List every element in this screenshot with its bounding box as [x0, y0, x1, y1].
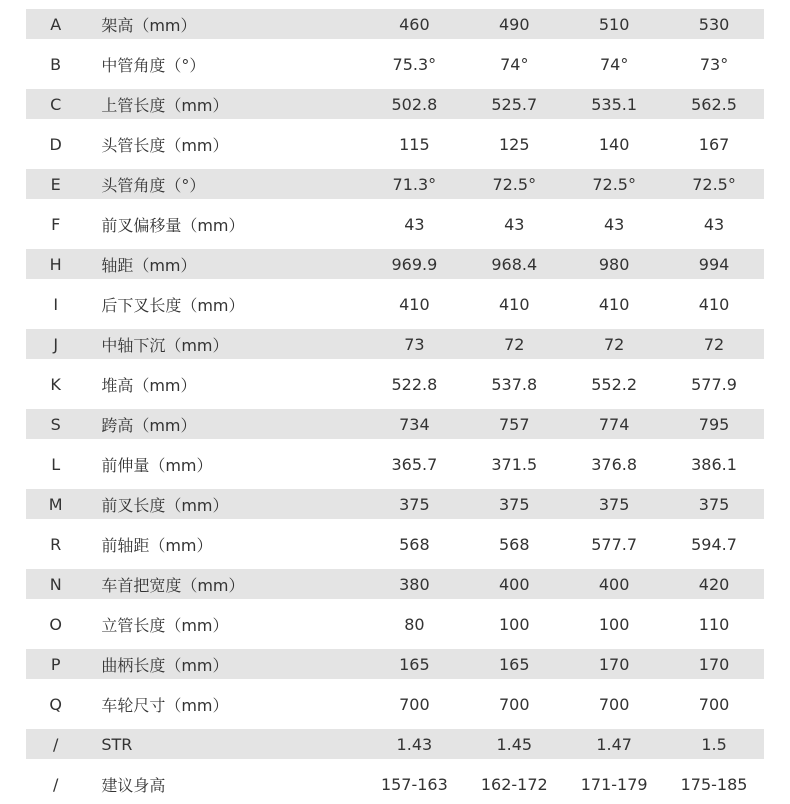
table-row	[26, 729, 764, 759]
row-value-size-3: 1.47	[596, 734, 632, 754]
row-value-size-4: 420	[698, 574, 730, 594]
row-value-size-3: 72.5°	[592, 174, 636, 194]
row-value-size-2: 410	[498, 294, 530, 314]
table-row	[26, 444, 764, 484]
row-label: 建议身高	[101, 775, 166, 795]
row-value-size-1: 73	[404, 334, 425, 354]
row-value-size-1: 700	[399, 694, 430, 714]
row-label: 前叉偏移量（mm）	[101, 215, 245, 235]
table-row	[26, 604, 764, 644]
row-label: 前轴距（mm）	[101, 535, 213, 555]
row-code: /	[52, 734, 59, 754]
row-value-size-2: 490	[498, 14, 530, 34]
row-code: I	[53, 294, 59, 314]
row-value-size-1: 75.3°	[392, 54, 437, 74]
table-row	[26, 569, 764, 599]
table-row	[26, 9, 764, 39]
row-label: 轴距（mm）	[101, 255, 197, 275]
table-row	[26, 204, 764, 244]
row-value-size-2: 371.5	[491, 454, 538, 474]
row-value-size-1: 380	[399, 574, 430, 594]
row-code: A	[50, 14, 62, 34]
row-label: 头管角度（°）	[101, 175, 206, 195]
row-value-size-3: 170	[598, 654, 630, 674]
row-value-size-4: 72	[703, 334, 725, 354]
table-row	[26, 764, 764, 804]
row-label: 车首把宽度（mm）	[101, 575, 245, 595]
row-code: P	[50, 654, 61, 674]
row-value-size-1: 365.7	[391, 454, 438, 474]
row-code: O	[49, 614, 62, 634]
table-row	[26, 124, 764, 164]
table-row	[26, 249, 764, 279]
row-code: R	[50, 534, 62, 554]
row-value-size-4: 175-185	[680, 774, 748, 794]
row-value-size-2: 72	[504, 334, 525, 354]
row-value-size-3: 171-179	[580, 774, 648, 794]
row-value-size-3: 552.2	[591, 374, 638, 394]
row-value-size-2: 968.4	[491, 254, 538, 274]
row-label: STR	[101, 734, 133, 754]
row-value-size-4: 795	[698, 414, 730, 434]
row-code: L	[51, 454, 61, 474]
table-row	[26, 169, 764, 199]
row-value-size-3: 535.1	[591, 94, 638, 114]
row-label: 上管长度（mm）	[101, 95, 229, 115]
row-code: K	[50, 374, 61, 394]
table-row	[26, 89, 764, 119]
row-value-size-2: 537.8	[491, 374, 538, 394]
row-value-size-2: 72.5°	[492, 174, 537, 194]
row-label: 架高（mm）	[101, 15, 197, 35]
row-value-size-1: 43	[404, 214, 425, 234]
geometry-table	[26, 4, 764, 804]
row-value-size-1: 522.8	[391, 374, 438, 394]
row-code: M	[48, 494, 63, 514]
row-code: C	[50, 94, 62, 114]
row-value-size-1: 734	[399, 414, 430, 434]
row-value-size-1: 502.8	[391, 94, 438, 114]
row-value-size-3: 375	[598, 494, 630, 514]
row-label: 车轮尺寸（mm）	[101, 695, 229, 715]
row-value-size-1: 80	[404, 614, 425, 634]
row-value-size-4: 530	[698, 14, 730, 34]
row-value-size-3: 74°	[599, 54, 629, 74]
row-value-size-1: 115	[399, 134, 430, 154]
row-code: S	[50, 414, 61, 434]
row-value-size-4: 562.5	[691, 94, 737, 114]
row-value-size-2: 125	[498, 134, 530, 154]
row-label: 后下叉长度（mm）	[101, 295, 245, 315]
row-label: 头管长度（mm）	[101, 135, 229, 155]
row-code: B	[50, 54, 62, 74]
row-value-size-3: 43	[603, 214, 625, 234]
row-value-size-2: 700	[498, 694, 530, 714]
row-label: 堆高（mm）	[101, 375, 197, 395]
row-label: 中管角度（°）	[101, 55, 206, 75]
row-value-size-1: 1.43	[396, 734, 433, 754]
row-code: H	[49, 254, 62, 274]
row-code: E	[50, 174, 61, 194]
row-value-size-3: 510	[598, 14, 630, 34]
row-label: 立管长度（mm）	[101, 615, 229, 635]
row-value-size-3: 410	[598, 294, 630, 314]
row-code: N	[49, 574, 62, 594]
row-value-size-3: 140	[598, 134, 630, 154]
row-value-size-4: 994	[698, 254, 730, 274]
row-value-size-2: 525.7	[491, 94, 538, 114]
table-row	[26, 524, 764, 564]
row-value-size-1: 410	[399, 294, 430, 314]
row-label: 曲柄长度（mm）	[101, 655, 229, 675]
row-value-size-4: 386.1	[691, 454, 737, 474]
table-row	[26, 409, 764, 439]
row-value-size-3: 400	[598, 574, 630, 594]
row-code: D	[49, 134, 62, 154]
row-value-size-3: 774	[598, 414, 630, 434]
row-value-size-4: 167	[698, 134, 730, 154]
row-value-size-3: 72	[603, 334, 625, 354]
row-value-size-1: 460	[399, 14, 430, 34]
row-value-size-4: 594.7	[691, 534, 737, 554]
row-value-size-4: 73°	[699, 54, 729, 74]
row-value-size-4: 110	[698, 614, 730, 634]
row-value-size-2: 1.45	[496, 734, 533, 754]
table-row	[26, 364, 764, 404]
row-code: Q	[49, 694, 62, 714]
row-value-size-2: 400	[498, 574, 530, 594]
row-value-size-2: 568	[498, 534, 530, 554]
table-row	[26, 489, 764, 519]
row-value-size-1: 969.9	[391, 254, 438, 274]
row-code: /	[52, 774, 59, 794]
table-row	[26, 44, 764, 84]
row-value-size-1: 568	[399, 534, 430, 554]
row-value-size-1: 375	[399, 494, 430, 514]
table-row	[26, 329, 764, 359]
row-value-size-1: 157-163	[380, 774, 448, 794]
row-value-size-4: 72.5°	[692, 174, 736, 194]
row-value-size-2: 100	[498, 614, 530, 634]
row-value-size-4: 1.5	[701, 734, 727, 754]
row-value-size-3: 376.8	[591, 454, 638, 474]
row-value-size-2: 757	[498, 414, 530, 434]
row-label: 前叉长度（mm）	[101, 495, 229, 515]
row-value-size-2: 162-172	[480, 774, 548, 794]
row-label: 中轴下沉（mm）	[101, 335, 229, 355]
row-value-size-2: 165	[498, 654, 530, 674]
row-value-size-1: 165	[399, 654, 430, 674]
row-value-size-4: 410	[698, 294, 730, 314]
row-code: J	[53, 334, 59, 354]
table-row	[26, 649, 764, 679]
row-value-size-3: 100	[598, 614, 630, 634]
row-label: 前伸量（mm）	[101, 455, 213, 475]
row-value-size-4: 170	[698, 654, 730, 674]
row-value-size-4: 577.9	[691, 374, 737, 394]
row-value-size-3: 700	[598, 694, 630, 714]
row-value-size-2: 74°	[500, 54, 529, 74]
table-row	[26, 284, 764, 324]
row-value-size-4: 375	[698, 494, 730, 514]
row-value-size-3: 577.7	[591, 534, 638, 554]
row-value-size-1: 71.3°	[392, 174, 437, 194]
row-label: 跨高（mm）	[101, 415, 197, 435]
row-value-size-4: 43	[703, 214, 725, 234]
row-value-size-4: 700	[698, 694, 730, 714]
table-row	[26, 684, 764, 724]
row-value-size-2: 43	[504, 214, 525, 234]
row-value-size-3: 980	[598, 254, 630, 274]
row-code: F	[51, 214, 61, 234]
row-value-size-2: 375	[498, 494, 530, 514]
